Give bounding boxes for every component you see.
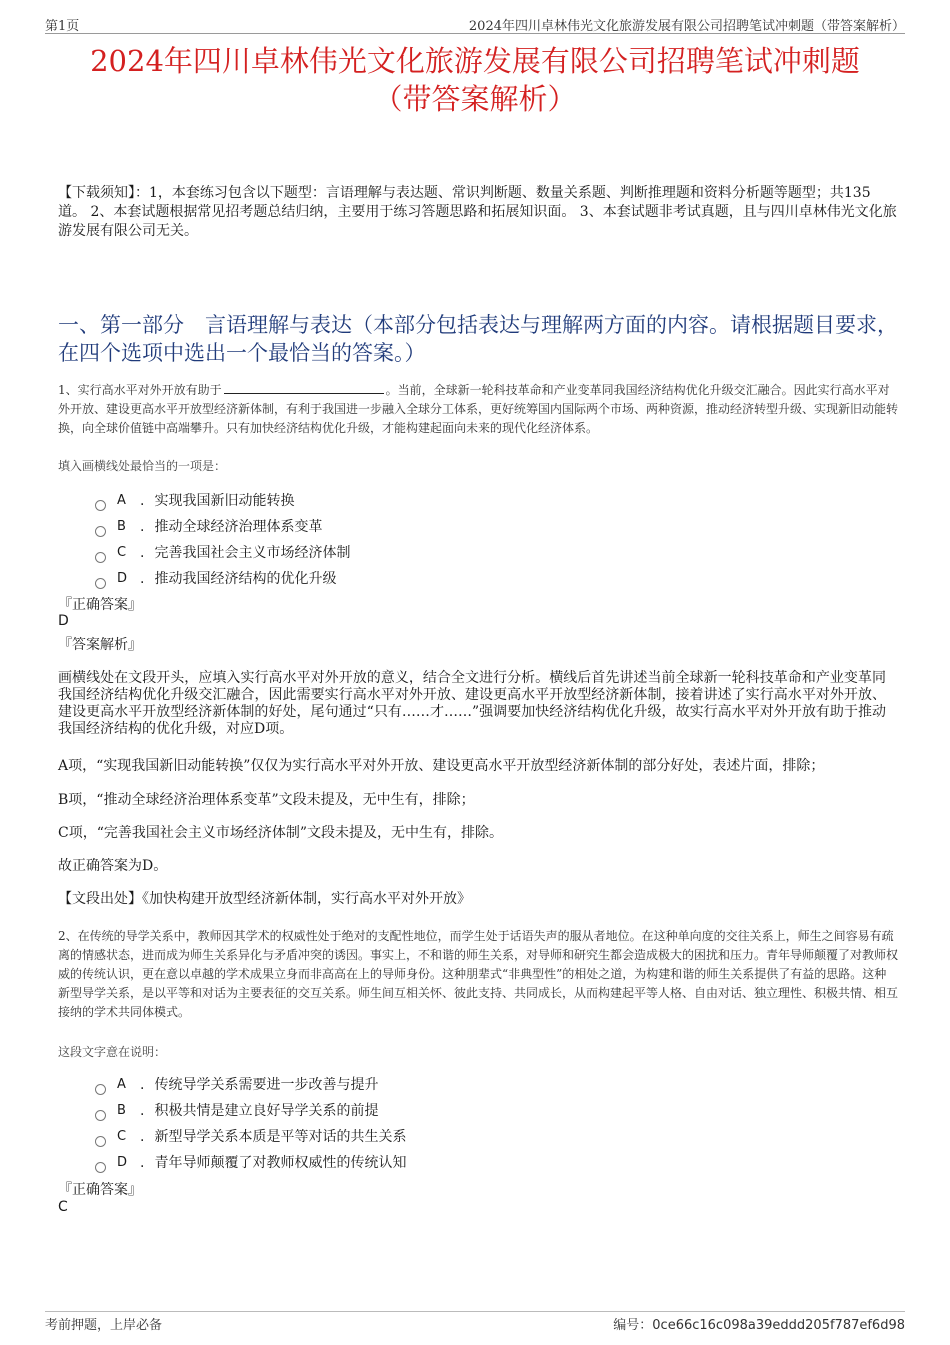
- footer-code-label: 编号：: [613, 1318, 653, 1333]
- radio-icon[interactable]: [95, 1084, 106, 1095]
- radio-icon[interactable]: [95, 1110, 106, 1121]
- question-1-body: 。当前，全球新一轮科技革命和产业变革同我国经济结构优化升级交汇融合。因此实行高水平对外开放、建设更高水平开放型经济新体制，有利于我国进一步融入全球分工体系，更好统筹国内国际两个市场、两种资源，推动经济转型升级、实现新旧动能转换，向全球价值链中高端攀升。只有加快经济结构优化升级，才能构建起面向未来的现代化经济体系。: [58, 383, 899, 435]
- q1-analysis-para: 画横线处在文段开头，应填入实行高水平对外开放的意义，结合全文进行分析。横线后首先讲述当前全球新一轮科技革命和产业变革同我国经济结构优化升级交汇融合，因此需要实行高水平对外开放、建设更高水平开放型经济新体制，接着讲述了实行高水平对外开放、建设更高水平开放型经济新体制的好处，尾句通过“只有……才……”强调要加快经济结构优化升级，故实行高水平对外开放有助于推动我国经济结构的优化升级，对应D项。: [58, 670, 886, 737]
- radio-icon[interactable]: [95, 526, 106, 537]
- q2-answer-label: 『正确答案』: [58, 1182, 142, 1198]
- q2-option-a[interactable]: A . 传统导学关系需要进一步改善与提升: [95, 1074, 378, 1096]
- option-text: 传统导学关系需要进一步改善与提升: [154, 1077, 379, 1093]
- q1-option-a[interactable]: A . 实现我国新旧动能转换: [95, 490, 294, 512]
- question-2-text: 2、在传统的导学关系中，教师因其学术的权威性处于绝对的支配性地位，而学生处于话语失声的服从者地位。在这种单向度的交往关系上，师生之间容易有疏离的情感状态，进而成为师生关系异化与矛盾冲突的诱因。事实上，不和谐的师生关系，对导师和研究生都会造成极大的困扰和压力。青年导师颠覆了对教师权威的传统认识，更在意以卓越的学术成果立身而非高高在上的导师身份。这种朋辈式“非典型性”的相处之道，为构建和谐的师生关系提供了有益的思路。这种新型导学关系，是以平等和对话为主要表征的交互关系。师生间互相关怀、彼此支持、共同成长，从而构建起平等人格、自由对话、独立理性、积极共情、相互接纳的学术共同体模式。: [58, 929, 899, 1019]
- option-letter: A: [117, 1077, 126, 1092]
- radio-icon[interactable]: [95, 552, 106, 563]
- option-text: 积极共情是建立良好导学关系的前提: [154, 1103, 379, 1119]
- q1-analysis-option-a: A项，“实现我国新旧动能转换”仅仅为实行高水平对外开放、建设更高水平开放型经济新体制的部分好处，表述片面，排除；: [58, 758, 825, 774]
- q2-option-d[interactable]: D . 青年导师颠覆了对教师权威性的传统认知: [95, 1152, 406, 1174]
- q2-option-b[interactable]: B . 积极共情是建立良好导学关系的前提: [95, 1100, 378, 1122]
- footer-code: [613, 1314, 905, 1333]
- radio-icon[interactable]: [95, 1162, 106, 1173]
- option-letter: B: [117, 1103, 126, 1118]
- q1-source: 【文段出处】《加快构建开放型经济新体制，实行高水平对外开放》: [58, 891, 471, 907]
- section-heading: 一、第一部分 言语理解与表达（本部分包括表达与理解两方面的内容。请根据题目要求，在四个选项中选出一个最恰当的答案。）: [58, 313, 898, 365]
- q1-analysis-label: 『答案解析』: [58, 637, 142, 653]
- option-letter: A: [117, 493, 126, 508]
- question-1-prompt: 填入画横线处最恰当的一项是：: [58, 459, 227, 473]
- option-letter: B: [117, 519, 126, 534]
- option-text: 推动我国经济结构的优化升级: [154, 571, 337, 587]
- fill-blank: [224, 392, 384, 394]
- question-2-prompt: 这段文字意在说明：: [58, 1045, 167, 1059]
- footer-slogan: 考前押题，上岸必备: [45, 1318, 163, 1333]
- q1-option-c[interactable]: C . 完善我国社会主义市场经济体制: [95, 542, 350, 564]
- option-letter: C: [117, 545, 127, 560]
- title-line-1: 2024年四川卓林伟光文化旅游发展有限公司招聘笔试冲刺题: [90, 44, 860, 78]
- option-text: 青年导师颠覆了对教师权威性的传统认知: [154, 1155, 407, 1171]
- q1-option-b[interactable]: B . 推动全球经济治理体系变革: [95, 516, 322, 538]
- option-text: 推动全球经济治理体系变革: [154, 519, 323, 535]
- page-number: 第1页: [45, 19, 80, 34]
- question-1-text: [58, 381, 898, 438]
- option-letter: C: [117, 1129, 127, 1144]
- download-notice: 【下载须知】：1，本套练习包含以下题型：言语理解与表达题、常识判断题、数量关系题、判断推理题和资料分析题等题型；共135道。 2、本套试题根据常见招考题总结归纳，主要用于练习答题思路和拓展知识面。 3、本套试题非考试真题，且与四川卓林伟光文化旅游发展有限公司无关。: [58, 185, 897, 239]
- footer-code-value: 0ce66c16c098a39eddd205f787ef6d98: [652, 1318, 905, 1333]
- q1-option-d[interactable]: D . 推动我国经济结构的优化升级: [95, 568, 336, 590]
- header-divider: [45, 33, 905, 34]
- option-text: 实现我国新旧动能转换: [154, 493, 295, 509]
- footer-divider: [45, 1311, 905, 1312]
- option-letter: D: [117, 1155, 128, 1170]
- q1-analysis-option-b: B项，“推动全球经济治理体系变革”文段未提及，无中生有，排除；: [58, 792, 475, 808]
- question-1-lead: 1、实行高水平对外开放有助于: [58, 383, 222, 397]
- option-text: 新型导学关系本质是平等对话的共生关系: [154, 1129, 407, 1145]
- q1-answer: D: [58, 613, 69, 629]
- q1-conclusion: 故正确答案为D。: [58, 858, 168, 874]
- header-doc-title: 2024年四川卓林伟光文化旅游发展有限公司招聘笔试冲刺题（带答案解析）: [468, 19, 905, 34]
- radio-icon[interactable]: [95, 1136, 106, 1147]
- option-letter: D: [117, 571, 128, 586]
- option-text: 完善我国社会主义市场经济体制: [154, 545, 351, 561]
- q1-analysis-option-c: C项，“完善我国社会主义市场经济体制”文段未提及，无中生有，排除。: [58, 825, 504, 841]
- title-line-2: （带答案解析）: [373, 82, 577, 116]
- q2-option-c[interactable]: C . 新型导学关系本质是平等对话的共生关系: [95, 1126, 406, 1148]
- page-title: [40, 42, 910, 118]
- q2-answer: C: [58, 1199, 68, 1215]
- radio-icon[interactable]: [95, 578, 106, 589]
- radio-icon[interactable]: [95, 500, 106, 511]
- q1-answer-label: 『正确答案』: [58, 597, 142, 613]
